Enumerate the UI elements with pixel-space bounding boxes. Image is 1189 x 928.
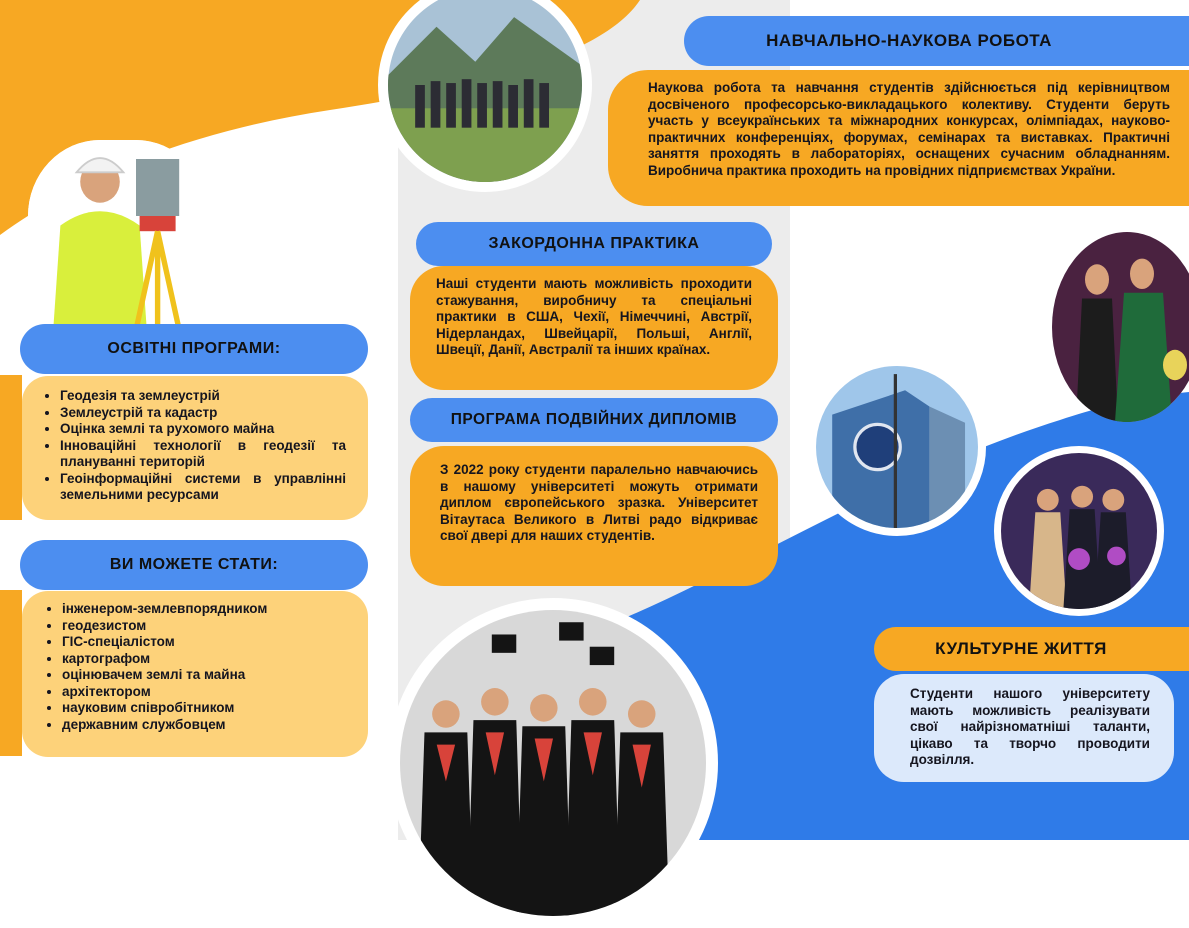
programs-box [22, 376, 368, 520]
concert-photo [994, 446, 1164, 616]
career-item: • картографом [62, 651, 348, 668]
careers-list [44, 601, 348, 733]
career-item: • державним службовцем [62, 717, 348, 734]
culture-title: КУЛЬТУРНЕ ЖИТТЯ [874, 627, 1189, 671]
careers-title: ВИ МОЖЕТЕ СТАТИ: [20, 540, 368, 590]
science-title: НАВЧАЛЬНО-НАУКОВА РОБОТА [684, 16, 1189, 66]
program-item: • Оцінка землі та рухомого майна [60, 421, 346, 438]
double-diploma-text-box [410, 446, 778, 586]
surveyor-photo [28, 140, 208, 330]
double-diploma-title: ПРОГРАМА ПОДВІЙНИХ ДИПЛОМІВ [410, 398, 778, 442]
graduates-photo [388, 598, 718, 928]
career-item: • інженером-землевпорядником [62, 601, 348, 618]
awards-photo [1052, 232, 1189, 422]
program-item: • Землеустрій та кадастр [60, 405, 346, 422]
programs-title: ОСВІТНІ ПРОГРАМИ: [20, 324, 368, 374]
career-item: • науковим співробітником [62, 700, 348, 717]
careers-orange-band [0, 590, 22, 756]
program-item: • Геодезія та землеустрій [60, 388, 346, 405]
program-item: • Інноваційні технології в геодезії та плануванні територій [60, 438, 346, 471]
abroad-title: ЗАКОРДОННА ПРАКТИКА [416, 222, 772, 266]
abroad-text: Наші студенти мають можливість проходити стажування, виробничу та спеціальні практики в США, Чехії, Німеччині, Австрії, Нідерландах, Швейцарії, Польші, Англії, Швеції, Данії, Австралії та інших країнах. [436, 276, 752, 357]
careers-box [22, 591, 368, 757]
career-item: • архітектором [62, 684, 348, 701]
culture-text-box [874, 674, 1174, 782]
science-text-box [608, 70, 1189, 206]
career-item: • геодезистом [62, 618, 348, 635]
programs-orange-band [0, 375, 22, 520]
programs-list [42, 388, 346, 504]
university-building-photo [808, 358, 986, 536]
double-diploma-text: З 2022 року студенти паралельно навчаючись в нашому університеті можуть отримати диплом європейського зразка. Університет Вітаутаса Великого в Литві радо відкриває свої двері для наших студентів. [440, 462, 758, 543]
abroad-text-box [410, 266, 778, 390]
program-item: • Геоінформаційні системи в управлінні земельними ресурсами [60, 471, 346, 504]
science-text: Наукова робота та навчання студентів здійснюється під керівництвом досвіченого професорсько-викладацького колективу. Студенти беруть участь у всеукраїнських та міжнародних конкурсах, олімпіадах, науково-практичних конференціях, форумах, семінарах та виставках. Практичні заняття проходять в лабораторіях, оснащених сучасним обладнанням. Виробнича практика проходить на провідних підприємствах України. [648, 80, 1170, 178]
culture-text: Студенти нашого університету мають можливість реалізувати свої найрізноматніші таланти, цікаво та творчо проводити дозвілля. [910, 686, 1150, 767]
career-item: • оцінювачем землі та майна [62, 667, 348, 684]
career-item: • ГІС-спеціалістом [62, 634, 348, 651]
